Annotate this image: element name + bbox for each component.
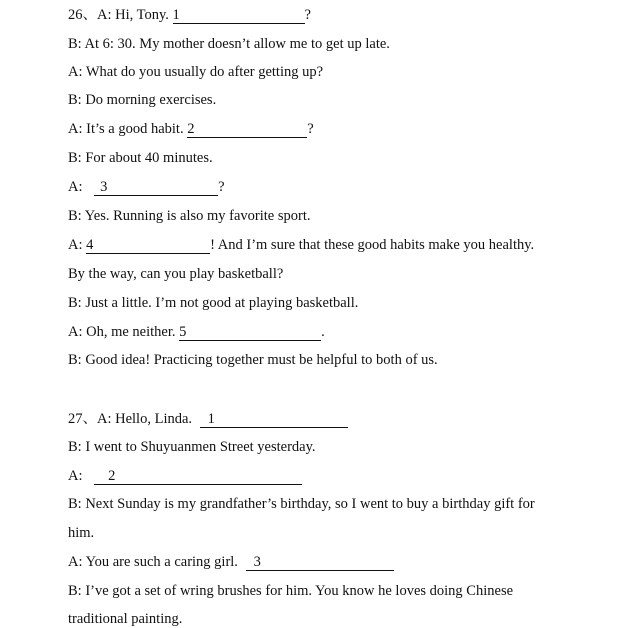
q27-line-7: B: I’ve got a set of wring brushes for him. You know he loves doing Chinese <box>68 583 514 599</box>
q26-line-1-suffix: ? <box>304 7 311 23</box>
q26-line-1-prefix: 26、A: Hi, Tony. <box>68 7 173 23</box>
q26-line-2: B: At 6: 30. My mother doesn’t allow me to get up late. <box>68 36 390 52</box>
q26-line-9-suffix: ! And I’m sure that these good habits make you healthy. <box>210 237 535 253</box>
q27-line-3-prefix: A: <box>68 468 87 484</box>
q26-line-5-suffix: ? <box>307 121 314 137</box>
q27-line-4: B: Next Sunday is my grandfather’s birthday, so I went to buy a birthday gift for <box>68 496 535 512</box>
q26-line-8: B: Yes. Running is also my favorite sport. <box>68 208 311 224</box>
q27-blank-3[interactable]: 3 <box>246 555 394 571</box>
q27-line-2: B: I went to Shuyuanmen Street yesterday. <box>68 439 316 455</box>
q26-line-5-prefix: A: It’s a good habit. <box>68 121 188 137</box>
q27-line-1-prefix: 27、A: Hello, Linda. <box>68 411 196 427</box>
q27-blank-2[interactable]: 2 <box>94 469 302 485</box>
q27-line-3 <box>68 467 302 485</box>
q27-line-1 <box>68 410 348 428</box>
q26-line-10: By the way, can you play basketball? <box>68 266 284 282</box>
q26-line-12 <box>68 323 325 341</box>
q27-blank-1[interactable]: 1 <box>200 412 348 428</box>
q26-line-12-suffix: . <box>321 324 325 340</box>
q26-line-5 <box>68 120 314 138</box>
q26-line-12-prefix: A: Oh, me neither. <box>68 324 180 340</box>
q26-blank-5[interactable]: 5 <box>179 325 321 341</box>
q27-line-5: him. <box>68 525 95 541</box>
q26-line-7-prefix: A: <box>68 179 87 195</box>
q26-blank-2[interactable]: 2 <box>187 122 307 138</box>
q26-line-11: B: Just a little. I’m not good at playing basketball. <box>68 295 359 311</box>
q27-line-6 <box>68 553 394 571</box>
q26-line-1 <box>68 6 311 24</box>
q26-blank-3[interactable]: 3 <box>94 180 218 196</box>
q26-line-6: B: For about 40 minutes. <box>68 150 213 166</box>
q26-line-4: B: Do morning exercises. <box>68 92 217 108</box>
q26-line-13: B: Good idea! Practicing together must be helpful to both of us. <box>68 352 438 368</box>
q27-line-8: traditional painting. <box>68 611 183 627</box>
q27-line-6-prefix: A: You are such a caring girl. <box>68 554 242 570</box>
q26-line-9 <box>68 236 534 254</box>
q26-blank-4[interactable]: 4 <box>86 238 210 254</box>
q26-line-9-prefix: A: <box>68 237 87 253</box>
q26-line-7-suffix: ? <box>218 179 225 195</box>
q26-line-3: A: What do you usually do after getting up? <box>68 64 324 80</box>
q26-line-7 <box>68 178 225 196</box>
q26-blank-1[interactable]: 1 <box>173 8 305 24</box>
